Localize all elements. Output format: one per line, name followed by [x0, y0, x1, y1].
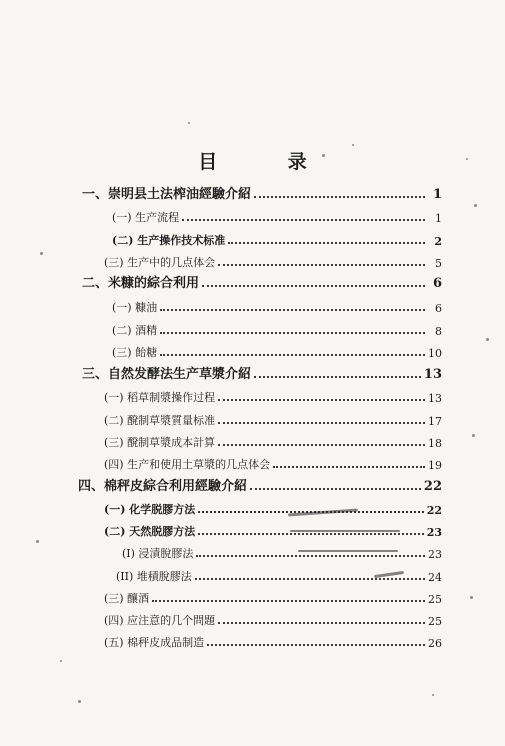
toc-page: 1: [435, 212, 442, 225]
toc-page: 22: [423, 479, 442, 494]
scan-speck: [470, 596, 473, 599]
page-title: 目 录: [198, 150, 339, 173]
scan-speck: [78, 700, 81, 703]
toc-page: 23: [428, 548, 442, 561]
toc-entry: [104, 610, 442, 628]
dot-leader: [195, 577, 425, 580]
toc-page: 13: [428, 392, 442, 405]
toc-page: 5: [435, 257, 442, 270]
toc-page: 6: [432, 276, 442, 291]
dot-leader: [254, 375, 421, 378]
scan-speck: [36, 540, 39, 543]
toc-entry: [122, 543, 442, 561]
toc-label: (三) 醗制草漿成本計算: [104, 436, 216, 449]
toc-label: (II) 堆積脫膠法: [116, 570, 192, 583]
toc-section-2: [82, 273, 442, 291]
toc-page: 25: [428, 615, 442, 628]
dot-leader: [152, 599, 425, 602]
toc-page: 2: [434, 235, 442, 248]
toc-page: 25: [428, 593, 442, 606]
toc-page: 23: [426, 526, 442, 539]
toc-entry: [104, 454, 442, 472]
toc-section-1: [82, 184, 442, 202]
toc-page: 1: [432, 187, 442, 202]
scan-speck: [474, 204, 477, 207]
dot-leader: [218, 621, 425, 624]
toc-label: (二) 生产操作技术标准: [112, 234, 226, 247]
toc-label: 二、米糠的綜合利用: [82, 276, 200, 291]
toc-entry: [104, 387, 442, 405]
dot-leader: [273, 465, 425, 468]
dot-leader: [250, 487, 421, 490]
toc-entry: [104, 252, 442, 270]
toc-entry: [104, 499, 442, 517]
dot-leader: [218, 398, 425, 401]
toc-label: (一) 稻草制漿操作过程: [104, 391, 216, 404]
dot-leader: [202, 284, 425, 287]
dot-leader: [228, 241, 425, 244]
toc-label: (二) 醗制草漿質量标准: [104, 414, 216, 427]
toc-entry: [104, 410, 442, 428]
ink-smudge: [298, 550, 398, 552]
toc-page: 6: [435, 302, 442, 315]
dot-leader: [254, 195, 425, 198]
toc-label: (五) 棉秤皮成品制造: [104, 636, 205, 649]
dot-leader: [198, 532, 423, 535]
scan-speck: [486, 338, 489, 341]
toc-entry: [112, 320, 442, 338]
toc-entry: [112, 342, 442, 360]
dot-leader: [218, 421, 425, 424]
toc-label: 三、自然发酵法生产草漿介紹: [82, 367, 252, 382]
scan-speck: [188, 122, 190, 124]
toc-page: 26: [428, 637, 442, 650]
toc-label: (三) 釀酒: [104, 592, 150, 605]
toc-entry: [104, 432, 442, 450]
toc-label: (四) 生产和使用土草漿的几点体会: [104, 458, 271, 471]
toc-page: 22: [426, 504, 442, 517]
toc-label: (一) 糠油: [112, 301, 158, 314]
scan-speck: [40, 252, 43, 255]
scan-speck: [472, 434, 475, 437]
toc-label: 四、棉秤皮綜合利用經驗介紹: [78, 479, 248, 494]
toc-entry: [104, 588, 442, 606]
toc-page: 24: [428, 571, 442, 584]
toc-label: (一) 生产流程: [112, 211, 180, 224]
scan-speck: [352, 144, 354, 146]
toc-section-3: [82, 364, 442, 382]
dot-leader: [207, 643, 425, 646]
toc-page: 8: [435, 325, 442, 338]
toc-label: (I) 浸漬脫膠法: [122, 547, 194, 560]
dot-leader: [160, 331, 425, 334]
dot-leader: [196, 554, 425, 557]
ink-smudge: [290, 530, 400, 532]
toc-label: (三) 生产中的几点体会: [104, 256, 216, 269]
toc-page: 18: [428, 437, 442, 450]
dot-leader: [218, 443, 425, 446]
dot-leader: [160, 308, 425, 311]
dot-leader: [218, 263, 425, 266]
toc-entry: [112, 207, 442, 225]
toc-label: (三) 飴糖: [112, 346, 158, 359]
toc-label: (二) 天然脱膠方法: [104, 525, 196, 538]
toc-page: 19: [428, 459, 442, 472]
toc-page: 10: [428, 347, 442, 360]
toc-label: (四) 应注意的几个問題: [104, 614, 216, 627]
toc-page: 13: [423, 367, 442, 382]
toc-label: (一) 化学脱膠方法: [104, 503, 196, 516]
scan-speck: [60, 660, 62, 662]
dot-leader: [182, 218, 425, 221]
toc-label: 一、崇明县土法榨油經驗介紹: [82, 187, 252, 202]
toc-label: (二) 酒精: [112, 324, 158, 337]
toc-entry: [112, 230, 442, 248]
toc-entry: [112, 297, 442, 315]
toc-section-4: [78, 476, 442, 494]
toc-entry: [104, 632, 442, 650]
dot-leader: [160, 353, 425, 356]
toc-page: 17: [428, 415, 442, 428]
scan-speck: [432, 694, 434, 696]
